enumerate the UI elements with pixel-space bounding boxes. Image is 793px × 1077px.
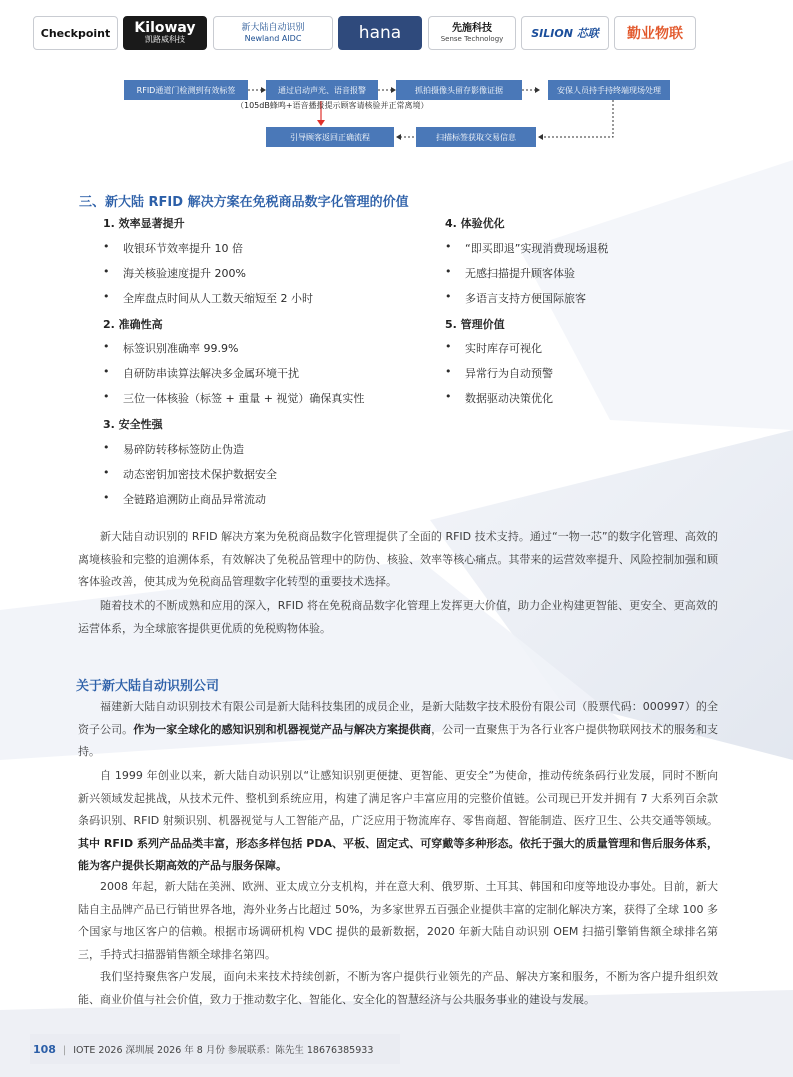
bullet-dot: • [445,390,452,403]
group-heading: 4. 体验优化 [445,217,505,230]
about-paragraph-4: 我们坚持聚焦客户发展，面向未来技术持续创新，不断为客户提供行业领先的产品、解决方案和服务，不断为客户提升组织效能、商业价值与社会价值，致力于推动数字化、智能化、安全化的智慧经济与公共服务事业的建设与发展。 [78,970,718,1006]
logo-subtext: Newland AIDC [244,34,302,43]
bullet-dot: • [103,340,110,353]
logo-text: Kiloway [134,20,196,36]
bullet-dot: • [445,340,452,353]
bullet-dot: • [445,290,452,303]
list-item-text: 易碎防转移标签防止伪造 [123,443,244,456]
bullet-dot: • [103,290,110,303]
list-item-text: 自研防串读算法解决多金属环境干扰 [123,367,299,380]
section-title-about: 关于新大陆自动识别公司 [76,679,220,694]
footer-text: IOTE 2026 深圳展 2026 年 8 月份 参展联系：陈先生 18676385933 [73,1045,374,1056]
logo-subtext: Sense Technology [440,35,504,43]
logo-text: 先施科技 [452,23,492,34]
list-item-text: 海关核验速度提升 200% [123,267,246,280]
page-footer [33,1042,373,1056]
list-item-text: 三位一体核验（标签 + 重量 + 视觉）确保真实性 [123,392,365,405]
list-item-text: 数据驱动决策优化 [465,392,553,405]
group-heading: 1. 效率显著提升 [103,217,185,230]
list-item-text: 全链路追溯防止商品异常流动 [123,493,266,506]
list-item-text: 异常行为自动预警 [465,367,553,380]
flow-alarm-note: （105dB蜂鸣+语音播报提示顾客请核验并正常离境） [236,101,429,110]
outlook-paragraph: 随着技术的不断成熟和应用的深入，RFID 将在免税商品数字化管理上发挥更大价值，助力企业构建更智能、更安全、更高效的运营体系，为全球旅客提供更优质的免税购物体验。 [78,599,718,635]
list-item-text: 无感扫描提升顾客体验 [465,267,575,280]
list-item-text: 动态密钥加密技术保护数据安全 [123,468,277,481]
group-heading: 5. 管理价值 [445,318,505,331]
flow-step-security: 安保人员持手持终端现场处理 [548,80,670,100]
bullet-dot: • [103,466,110,479]
bullet-dot: • [103,390,110,403]
list-item-text: 实时库存可视化 [465,342,542,355]
logo-text: 勤业物联 [627,26,683,42]
section-title-value: 三、新大陆 RFID 解决方案在免税商品数字化管理的价值 [79,195,409,210]
list-item-text: 多语言支持方便国际旅客 [465,292,586,305]
logo-text: hana [358,23,402,43]
about-text-bold: 作为一家全球化的感知识别和机器视觉产品与解决方案提供商 [133,722,432,736]
flow-step-alarm: 通过启动声光、语音报警 [266,80,378,100]
bullet-dot: • [103,265,110,278]
about-paragraph-1 [78,696,718,764]
about-text: 福建新大陆自动识别技术有限公司是新大陆科技集团的成员企业，是新大陆数字技术股份有限公司（股票代码：000997）的全资子公司。 [78,700,718,736]
about-text-bold: 其中 RFID 系列产品品类丰富，形态多样包括 PDA、平板、固定式、可穿戴等多种形态。依托于强大的质量管理和售后服务体系，能为客户提供长期高效的产品与服务保障。 [78,836,718,872]
logo-text: 新大陆自动识别 [241,23,305,33]
flow-step-guide: 引导顾客返回正确流程 [266,127,394,147]
list-item-text: 标签识别准确率 99.9% [123,342,239,355]
logo-subtext: 凯路威科技 [145,35,185,44]
bullet-dot: • [445,265,452,278]
bullet-dot: • [103,491,110,504]
summary-paragraph: 新大陆自动识别的 RFID 解决方案为免税商品数字化管理提供了全面的 RFID 技术支持。通过“一物一芯”的数字化管理、高效的离境核验和完整的追溯体系，有效解决了免税品管理中的防伪、核验、效率等核心痛点。其带来的运营效率提升、风险控制加强和顾客体验改善，使其成为免税商品管理数字化转型的重要技术选择。 [78,530,718,588]
about-paragraph-2 [78,765,718,878]
bullet-dot: • [103,441,110,454]
flow-step-scan: 扫描标签获取交易信息 [416,127,536,147]
list-item-text: 全库盘点时间从人工数天缩短至 2 小时 [123,292,313,305]
list-item-text: 收银环节效率提升 10 倍 [123,242,243,255]
group-heading: 3. 安全性强 [103,418,163,431]
flow-step-capture: 抓拍摄像头留存影像证据 [396,80,522,100]
about-paragraph-3: 2008 年起，新大陆在美洲、欧洲、亚太成立分支机构，并在意大利、俄罗斯、土耳其、韩国和印度等地设办事处。目前，新大陆自主品牌产品已行销世界各地，海外业务占比超过 50%，为多家世界五百强企业提供丰富的定制化解决方案，获得了全球 100 多个国家与地区客户的信赖。根据市场调研机构 VDC 提供的最新数据，2020 年新大陆自动识别 OEM 扫描引擎销售额全球排名第三，手持式扫描器销售额全球排名第四。 [78,880,718,961]
about-text: 自 1999 年创业以来，新大陆自动识别以“让感知识别更便捷、更智能、更安全”为使命，推动传统条码行业发展，同时不断向新兴领域发起挑战，从技术元件、整机到系统应用，构建了满足客户丰富应用的完整价值链。公司现已开发并拥有 7 大系列百余款条码识别、RFID 射频识别、机器视觉与人工智能产品，广泛应用于物流库存、零售商超、智能制造、医疗卫生、公共交通等领域。 [78,769,718,827]
bullet-dot: • [445,365,452,378]
bullet-dot: • [103,240,110,253]
bullet-dot: • [445,240,452,253]
logo-text: Checkpoint [40,26,111,40]
about-text: ，公司一直聚焦于为各行业客户提供物联网技术的服务和支持。 [78,722,719,758]
logo-text: SILION 芯联 [531,27,599,40]
page-number: 108 [33,1043,56,1056]
group-heading: 2. 准确性高 [103,318,163,331]
flow-step-detect: RFID通道门检测到有效标签 [124,80,248,100]
bullet-dot: • [103,365,110,378]
list-item-text: “即买即退”实现消费现场退税 [465,242,609,255]
footer-separator: | [63,1045,67,1056]
